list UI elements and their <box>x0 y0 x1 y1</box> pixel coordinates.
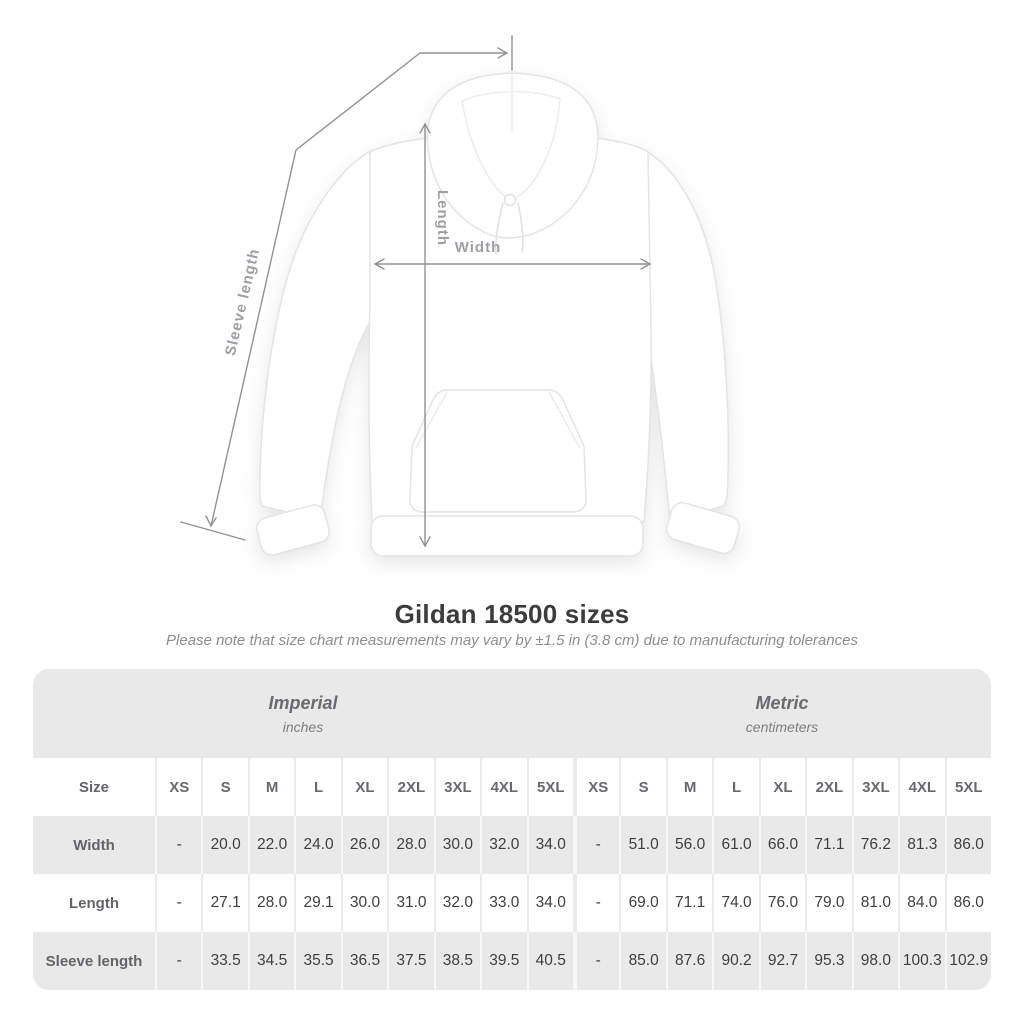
cell-length-10: 69.0 <box>619 874 665 932</box>
cell-sleeve-length-5: 37.5 <box>387 932 433 990</box>
cell-sleeve-length-1: 33.5 <box>201 932 247 990</box>
cell-width-13: 66.0 <box>759 816 805 874</box>
cell-length-6: 32.0 <box>434 874 480 932</box>
size-col-header-m-imperial: M <box>248 758 294 816</box>
kangaroo-pocket <box>410 390 586 512</box>
cell-length-11: 71.1 <box>666 874 712 932</box>
cell-sleeve-length-0: - <box>155 932 201 990</box>
cell-sleeve-length-11: 87.6 <box>666 932 712 990</box>
metric-label: Metric <box>755 692 809 713</box>
cell-sleeve-length-10: 85.0 <box>619 932 665 990</box>
left-cuff <box>254 503 331 558</box>
cell-width-4: 26.0 <box>341 816 387 874</box>
cell-width-11: 56.0 <box>666 816 712 874</box>
cell-length-14: 79.0 <box>805 874 851 932</box>
size-col-header-xl-metric: XL <box>759 758 805 816</box>
tolerance-note: Please note that size chart measurements may vary by ±1.5 in (3.8 cm) due to manufacturing tolerances <box>166 632 858 649</box>
metric-group-header <box>573 669 991 758</box>
cell-sleeve-length-17: 102.9 <box>945 932 991 990</box>
cell-length-8: 34.0 <box>527 874 573 932</box>
imperial-label: Imperial <box>268 692 338 713</box>
cell-length-9: - <box>573 874 619 932</box>
width-label: Width <box>454 239 502 256</box>
cell-width-7: 32.0 <box>480 816 526 874</box>
cell-length-12: 74.0 <box>712 874 758 932</box>
cell-sleeve-length-8: 40.5 <box>527 932 573 990</box>
left-sleeve <box>260 150 372 520</box>
sleeve-length-label: Sleeve length <box>221 246 264 358</box>
cell-width-12: 61.0 <box>712 816 758 874</box>
cell-sleeve-length-13: 92.7 <box>759 932 805 990</box>
cell-sleeve-length-15: 98.0 <box>852 932 898 990</box>
cell-sleeve-length-7: 39.5 <box>480 932 526 990</box>
size-header-label: Size <box>33 758 155 816</box>
cell-length-15: 81.0 <box>852 874 898 932</box>
cell-width-3: 24.0 <box>294 816 340 874</box>
cell-sleeve-length-16: 100.3 <box>898 932 944 990</box>
size-col-header-5xl-imperial: 5XL <box>527 758 573 816</box>
cell-sleeve-length-9: - <box>573 932 619 990</box>
cell-length-13: 76.0 <box>759 874 805 932</box>
cell-length-5: 31.0 <box>387 874 433 932</box>
cell-length-4: 30.0 <box>341 874 387 932</box>
size-col-header-l-metric: L <box>712 758 758 816</box>
imperial-group-header <box>33 669 573 758</box>
imperial-unit: inches <box>282 718 324 735</box>
hoodie-image <box>254 73 742 557</box>
cell-length-17: 86.0 <box>945 874 991 932</box>
cell-width-9: - <box>573 816 619 874</box>
cell-sleeve-length-6: 38.5 <box>434 932 480 990</box>
size-table-grid <box>33 669 991 990</box>
size-col-header-3xl-imperial: 3XL <box>434 758 480 816</box>
size-table <box>33 669 991 990</box>
cell-width-16: 81.3 <box>898 816 944 874</box>
cell-width-14: 71.1 <box>805 816 851 874</box>
size-col-header-4xl-metric: 4XL <box>898 758 944 816</box>
cell-sleeve-length-14: 95.3 <box>805 932 851 990</box>
cell-sleeve-length-2: 34.5 <box>248 932 294 990</box>
cell-width-5: 28.0 <box>387 816 433 874</box>
cell-sleeve-length-4: 36.5 <box>341 932 387 990</box>
size-col-header-m-metric: M <box>666 758 712 816</box>
cell-width-1: 20.0 <box>201 816 247 874</box>
row-label-length: Length <box>33 874 155 932</box>
cell-sleeve-length-12: 90.2 <box>712 932 758 990</box>
right-sleeve <box>645 150 728 520</box>
size-col-header-3xl-metric: 3XL <box>852 758 898 816</box>
cell-length-0: - <box>155 874 201 932</box>
size-col-header-xl-imperial: XL <box>341 758 387 816</box>
size-col-header-5xl-metric: 5XL <box>945 758 991 816</box>
right-cuff <box>664 500 742 556</box>
size-col-header-2xl-imperial: 2XL <box>387 758 433 816</box>
cell-width-10: 51.0 <box>619 816 665 874</box>
cell-width-2: 22.0 <box>248 816 294 874</box>
size-col-header-s-imperial: S <box>201 758 247 816</box>
row-label-sleeve-length: Sleeve length <box>33 932 155 990</box>
cell-length-1: 27.1 <box>201 874 247 932</box>
cell-length-3: 29.1 <box>294 874 340 932</box>
cell-sleeve-length-3: 35.5 <box>294 932 340 990</box>
row-label-width: Width <box>33 816 155 874</box>
size-col-header-l-imperial: L <box>294 758 340 816</box>
cell-width-17: 86.0 <box>945 816 991 874</box>
size-col-header-2xl-metric: 2XL <box>805 758 851 816</box>
cell-width-8: 34.0 <box>527 816 573 874</box>
size-col-header-4xl-imperial: 4XL <box>480 758 526 816</box>
size-col-header-xs-imperial: XS <box>155 758 201 816</box>
cell-length-7: 33.0 <box>480 874 526 932</box>
metric-unit: centimeters <box>745 718 819 735</box>
page-title: Gildan 18500 sizes <box>394 599 630 629</box>
cell-width-0: - <box>155 816 201 874</box>
size-col-header-s-metric: S <box>619 758 665 816</box>
cell-width-6: 30.0 <box>434 816 480 874</box>
size-col-header-xs-metric: XS <box>573 758 619 816</box>
cell-width-15: 76.2 <box>852 816 898 874</box>
hem-band <box>371 516 643 556</box>
cell-length-16: 84.0 <box>898 874 944 932</box>
cell-length-2: 28.0 <box>248 874 294 932</box>
length-label: Length <box>434 190 451 246</box>
